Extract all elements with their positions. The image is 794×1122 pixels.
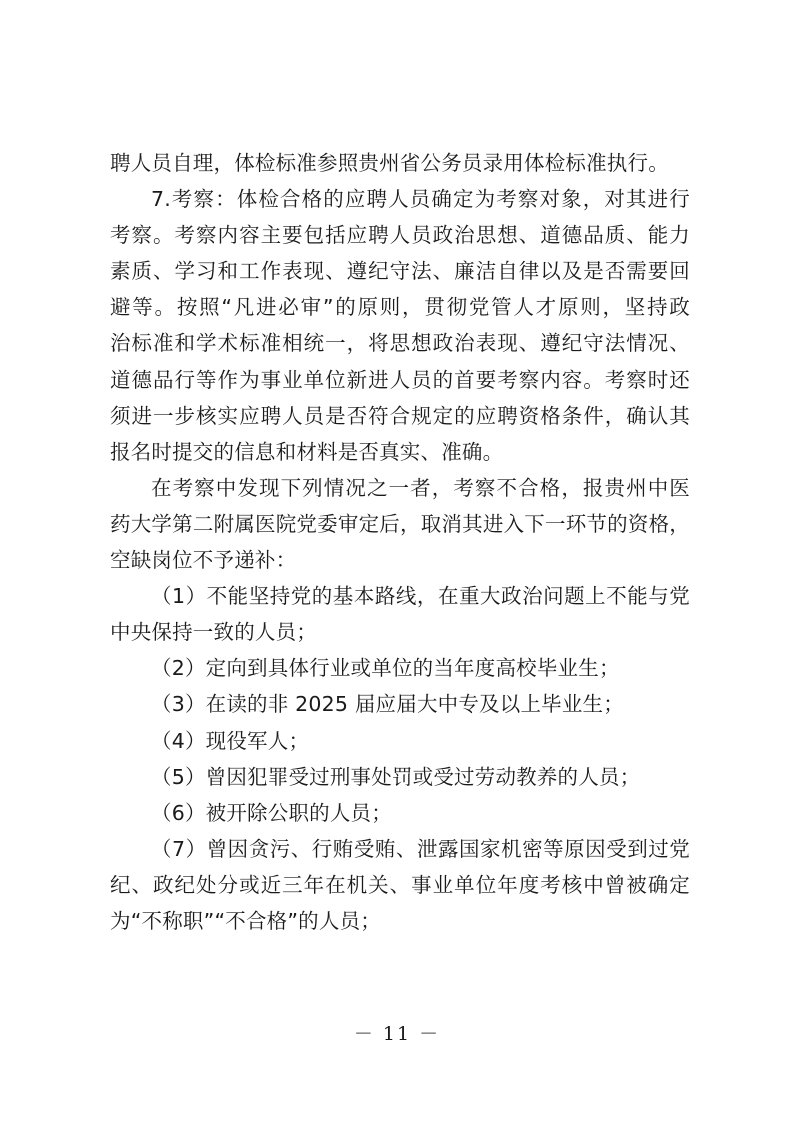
- text-line: 道德品行等作为事业单位新进人员的首要考察内容。考察时还: [110, 367, 690, 392]
- text-line: 报名时提交的信息和材料是否真实、准确。: [110, 439, 504, 464]
- text-line: 空缺岗位不予递补：: [110, 548, 297, 573]
- text-line: （2）定向到具体行业或单位的当年度高校毕业生；: [151, 656, 620, 681]
- page-number: － 11 －: [353, 1023, 441, 1045]
- text-line: 药大学第二附属医院党委审定后，取消其进入下一环节的资格，: [110, 511, 690, 536]
- text-line: （5）曾因犯罪受过刑事处罚或受过劳动教养的人员；: [151, 764, 641, 789]
- text-line: 考察。考察内容主要包括应聘人员政治思想、道德品质、能力: [110, 223, 690, 248]
- text-line: （3）在读的非 2025 届应届大中专及以上毕业生；: [151, 692, 624, 717]
- text-line: （1）不能坚持党的基本路线，在重大政治问题上不能与党: [151, 584, 690, 609]
- text-line: 在考察中发现下列情况之一者，考察不合格，报贵州中医: [151, 475, 690, 500]
- text-line: （7）曾因贪污、行贿受贿、泄露国家机密等原因受到过党: [151, 836, 690, 861]
- text-line: 须进一步核实应聘人员是否符合规定的应聘资格条件，确认其: [110, 403, 690, 428]
- text-line: （4）现役军人；: [151, 728, 310, 753]
- text-line: 7.考察：体检合格的应聘人员确定为考察对象，对其进行: [151, 187, 690, 212]
- text-line: 中央保持一致的人员；: [110, 620, 317, 645]
- text-line: 治标准和学术标准相统一，将思想政治表现、遵纪守法情况、: [110, 331, 690, 356]
- text-line: 纪、政纪处分或近三年在机关、事业单位年度考核中曾被确定: [110, 872, 690, 897]
- text-line: 聘人员自理，体检标准参照贵州省公务员录用体检标准执行。: [110, 151, 669, 175]
- text-line: 素质、学习和工作表现、遵纪守法、廉洁自律以及是否需要回: [110, 259, 690, 284]
- text-line: （6）被开除公职的人员；: [151, 800, 392, 825]
- text-line: 避等。按照“凡进必审”的原则，贯彻党管人才原则，坚持政: [110, 295, 690, 320]
- body-text: [110, 145, 690, 939]
- text-line: 为“不称职”“不合格”的人员；: [110, 908, 381, 933]
